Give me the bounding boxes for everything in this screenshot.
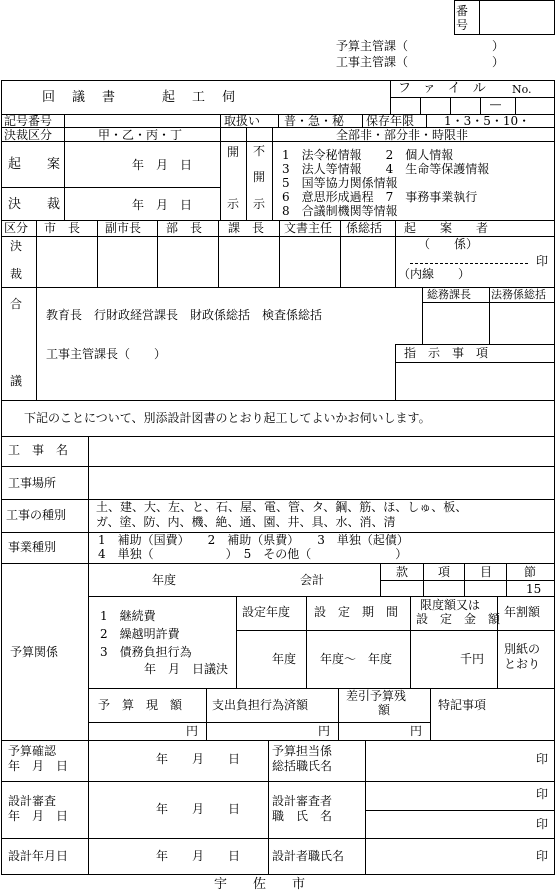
set-year-value: 年度 <box>272 652 297 666</box>
approval-class-label: 決裁区分 <box>4 128 53 142</box>
file-dash: ― <box>490 98 501 111</box>
retention-label: 保存年限 <box>366 114 415 128</box>
budget-account: 会計 <box>300 573 325 587</box>
budget-setsu-value: 15 <box>526 582 542 596</box>
draft-date: 年 月 日 <box>132 158 193 172</box>
design-reviewer-label-2: 職 氏 名 <box>272 809 333 823</box>
design-reviewer-seal-1: 印 <box>536 787 549 801</box>
current-budget-yen: 円 <box>186 724 199 738</box>
design-reviewer-seal-2: 印 <box>536 817 549 831</box>
disclosure-non-2: 開 <box>253 170 266 184</box>
designer-seal: 印 <box>536 849 549 863</box>
project-type-line-2: 4 単独（ ） 5 その他（ ） <box>98 547 408 561</box>
design-review-label-1: 設計審査 <box>8 794 57 808</box>
construction-type-label: 工事の種別 <box>6 508 67 522</box>
legal-unit-lead: 法務係総括 <box>491 288 546 301</box>
approval-class-value: 甲・乙・丙・丁 <box>98 128 183 142</box>
budget-officer-seal: 印 <box>536 752 549 766</box>
record-number-label: 記号番号 <box>4 114 53 128</box>
request-statement: 下記のことについて、別添設計図書のとおり起工してよいかお伺いします。 <box>24 411 431 425</box>
col-category: 区分 <box>4 221 29 235</box>
drafter-seal: 印 <box>536 254 549 268</box>
budget-check-date: 年 月 日 <box>156 752 241 766</box>
project-type-line-1: 1 補助（国費） 2 補助（県費） 3 単独（起債） <box>98 533 409 547</box>
budget-fiscal-year: 年度 <box>152 573 177 587</box>
current-budget-label: 予 算 現 額 <box>98 698 183 712</box>
limit-label-1: 限度額又は <box>420 598 481 612</box>
decision-date: 年 月 日 <box>132 198 193 212</box>
info-item-1: 1 法令秘情報 2 個人情報 <box>282 148 454 162</box>
handling-value: 普・急・秘 <box>284 114 345 128</box>
separate-sheet-2: とおり <box>504 657 541 671</box>
disclosure-non-3: 示 <box>253 197 266 211</box>
design-reviewer-label-1: 設計審査者 <box>272 794 333 808</box>
committed-expense-label: 支出負担行為済額 <box>212 698 309 712</box>
budget-kan: 款 <box>396 565 409 579</box>
info-item-4: 6 意思形成過程 7 事務事業執行 <box>282 190 478 204</box>
budget-option-3: 3 債務負担行為 <box>100 645 192 659</box>
file-number-label: No. <box>512 83 532 96</box>
info-item-2: 3 法人等情報 4 生命等保護情報 <box>282 162 490 176</box>
construction-dept-line: 工事主管課（ ） <box>336 55 505 69</box>
retention-value: 1・3・5・10・ <box>444 114 531 128</box>
approval-side-sai: 裁 <box>10 267 23 281</box>
budget-option-3-date: 年 月 日議決 <box>144 662 229 676</box>
col-section-chief: 課 長 <box>228 221 265 235</box>
budget-check-label-1: 予算確認 <box>8 744 57 758</box>
general-affairs-chief: 総務課長 <box>427 288 471 301</box>
col-drafter: 起 案 者 <box>404 221 489 235</box>
drafter-extension: （内線 ） <box>398 267 471 281</box>
col-deputy-mayor: 副市長 <box>105 221 142 235</box>
set-period-value: 年度～ 年度 <box>320 652 393 666</box>
construction-type-line-1: 土、建、大、左、と、石、屋、電、管、タ、鋼、筋、ほ、しゅ、板、 <box>96 500 468 514</box>
budget-setsu: 節 <box>524 565 537 579</box>
construction-site-label: 工事場所 <box>8 476 57 490</box>
decision-label: 決 裁 <box>8 197 61 212</box>
form-title: 回 議 書 起 工 伺 <box>42 90 238 105</box>
budget-option-1: 1 継続費 <box>100 609 156 623</box>
budget-moku: 目 <box>480 565 493 579</box>
construction-type-line-2: ガ、塗、防、内、機、絶、通、園、井、具、水、消、清 <box>96 515 396 529</box>
design-review-date: 年 月 日 <box>156 802 241 816</box>
limit-label-2: 設 定 金 額 <box>416 612 501 626</box>
set-year-label: 設定年度 <box>242 605 291 619</box>
number-label: 番号 <box>456 4 469 32</box>
col-director: 部 長 <box>166 221 203 235</box>
consult-line-2: 工事主管課長（ ） <box>46 347 167 361</box>
instructions-header: 指 示 事 項 <box>404 346 489 360</box>
info-item-5: 8 合議制機関等情報 <box>282 204 398 218</box>
construction-name-label: 工 事 名 <box>8 443 69 457</box>
consult-label-top: 合 <box>10 297 23 311</box>
remaining-budget-label-2: 額 <box>378 703 391 717</box>
disclosure-open-2: 示 <box>227 197 240 211</box>
budget-option-2: 2 繰越明許費 <box>100 627 180 641</box>
city-name: 宇 佐 市 <box>214 877 306 892</box>
draft-label: 起 案 <box>8 157 61 172</box>
consult-label-bottom: 議 <box>10 374 23 388</box>
design-review-label-2: 年 月 日 <box>8 809 69 823</box>
col-unit-lead: 係総括 <box>346 221 383 235</box>
remaining-budget-label-1: 差引予算残 <box>346 689 407 703</box>
disclosure-non-1: 不 <box>253 144 266 158</box>
disclosure-open-1: 開 <box>227 145 240 159</box>
disclosure-options: 全部非・部分非・時限非 <box>336 128 469 142</box>
designer-label: 設計者職氏名 <box>272 849 345 863</box>
remaining-budget-yen: 円 <box>410 724 423 738</box>
design-date-value: 年 月 日 <box>156 849 241 863</box>
budget-check-label-2: 年 月 日 <box>8 759 69 773</box>
limit-unit: 千円 <box>460 652 485 666</box>
handling-label: 取扱い <box>224 114 261 128</box>
separate-sheet-1: 別紙の <box>504 642 541 656</box>
set-period-label: 設 定 期 間 <box>314 605 399 619</box>
consult-line-1: 教育長 行財政経営課長 財政係総括 検査係総括 <box>46 308 323 322</box>
budget-officer-label-2: 総括職氏名 <box>272 759 333 773</box>
design-date-label: 設計年月日 <box>8 849 69 863</box>
approval-side-ketsu: 決 <box>10 239 23 253</box>
annual-allocation-label: 年割額 <box>504 605 541 619</box>
special-notes-label: 特記事項 <box>438 698 487 712</box>
budget-ko: 項 <box>438 565 451 579</box>
budget-dept-line: 予算主管課（ ） <box>336 39 505 53</box>
committed-expense-yen: 円 <box>318 724 331 738</box>
info-item-3: 5 国等協力関係情報 <box>282 176 398 190</box>
col-mayor: 市 長 <box>44 221 81 235</box>
col-document-officer: 文書主任 <box>284 221 333 235</box>
budget-label: 予算関係 <box>10 645 59 659</box>
budget-officer-label-1: 予算担当係 <box>272 744 333 758</box>
file-label: ファイル <box>398 81 498 96</box>
project-type-label: 事業種別 <box>8 540 57 554</box>
drafter-section: （ 係） <box>418 237 479 251</box>
